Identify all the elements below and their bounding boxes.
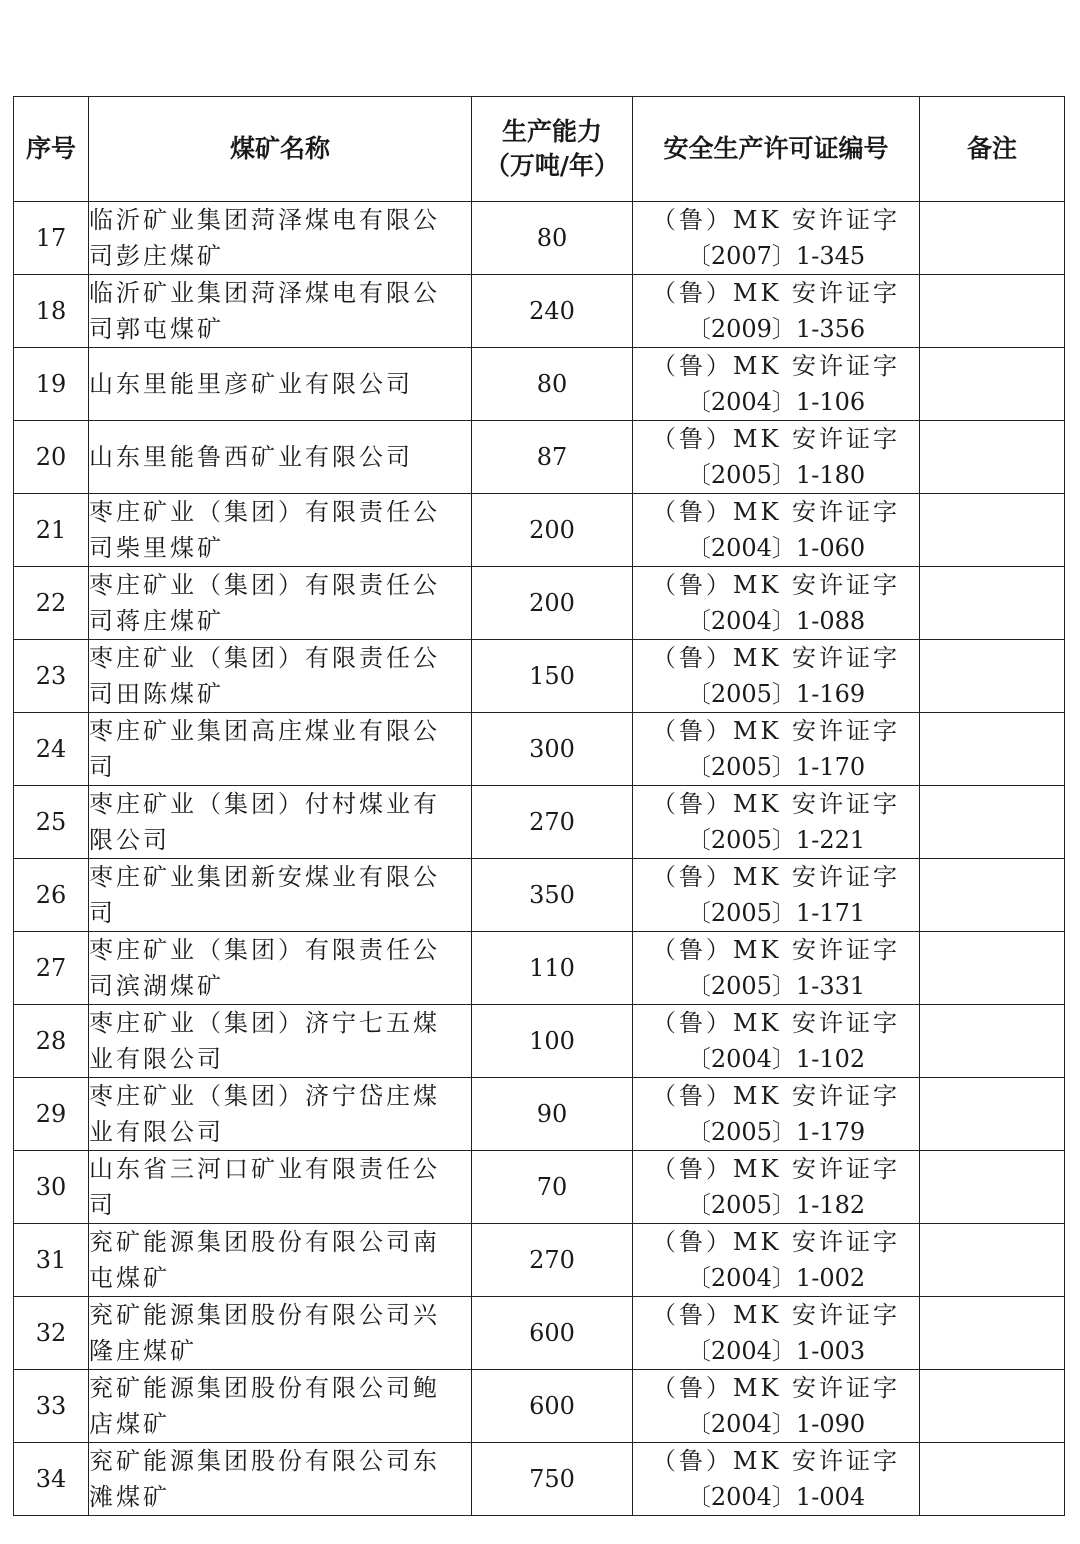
- cell-capacity: 600: [472, 1370, 633, 1443]
- mine-name-line2: 业有限公司: [89, 1045, 224, 1073]
- mine-name-line1: 枣庄矿业集团新安煤业有限公: [89, 863, 440, 891]
- cell-mine-name: [89, 1078, 472, 1151]
- cell-license-number: [633, 1443, 920, 1516]
- license-code: 〔2009〕1-356: [686, 315, 866, 343]
- mine-name-line2: 司田陈煤矿: [89, 680, 224, 708]
- license-code: 〔2005〕1-331: [686, 972, 866, 1000]
- cell-mine-name: [89, 421, 472, 494]
- table-row: [14, 202, 1065, 275]
- cell-mine-name: [89, 1005, 472, 1078]
- mine-name-line1: 枣庄矿业（集团）付村煤业有: [89, 790, 440, 818]
- mine-name-line1: 兖矿能源集团股份有限公司东: [89, 1447, 440, 1475]
- table-row: [14, 421, 1065, 494]
- table-body: [14, 202, 1065, 1516]
- cell-note: [920, 1151, 1065, 1224]
- license-prefix: （鲁）MK 安许证字: [651, 498, 901, 526]
- cell-capacity: 87: [472, 421, 633, 494]
- cell-license-number: [633, 348, 920, 421]
- mine-name-line1: 枣庄矿业集团高庄煤业有限公: [89, 717, 440, 745]
- license-code: 〔2004〕1-106: [686, 388, 866, 416]
- table-row: [14, 348, 1065, 421]
- cell-capacity: 240: [472, 275, 633, 348]
- license-prefix: （鲁）MK 安许证字: [651, 1301, 901, 1329]
- cell-seq: 22: [14, 567, 89, 640]
- cell-note: [920, 1005, 1065, 1078]
- mine-name-line2: 隆庄煤矿: [89, 1337, 197, 1365]
- cell-note: [920, 1224, 1065, 1297]
- cell-capacity: 750: [472, 1443, 633, 1516]
- cell-note: [920, 859, 1065, 932]
- mine-name-line2: 限公司: [89, 826, 170, 854]
- cell-note: [920, 1078, 1065, 1151]
- mine-name-line2: 业有限公司: [89, 1118, 224, 1146]
- mine-name-line1: 山东省三河口矿业有限责任公: [89, 1155, 440, 1183]
- cell-seq: 26: [14, 859, 89, 932]
- license-code: 〔2005〕1-171: [686, 899, 866, 927]
- license-prefix: （鲁）MK 安许证字: [651, 717, 901, 745]
- cell-seq: 21: [14, 494, 89, 567]
- license-code: 〔2005〕1-169: [686, 680, 866, 708]
- table-row: [14, 859, 1065, 932]
- header-row: [14, 97, 1065, 202]
- cell-seq: 28: [14, 1005, 89, 1078]
- table-row: [14, 1370, 1065, 1443]
- mine-name-line2: 司蒋庄煤矿: [89, 607, 224, 635]
- header-seq: 序号: [14, 97, 89, 202]
- header-note: 备注: [920, 97, 1065, 202]
- license-code: 〔2005〕1-170: [686, 753, 866, 781]
- license-code: 〔2005〕1-182: [686, 1191, 866, 1219]
- table-row: [14, 1151, 1065, 1224]
- cell-note: [920, 275, 1065, 348]
- cell-capacity: 200: [472, 494, 633, 567]
- table-row: [14, 1224, 1065, 1297]
- header-mine-name: 煤矿名称: [89, 97, 472, 202]
- table-row: [14, 1078, 1065, 1151]
- cell-capacity: 80: [472, 202, 633, 275]
- cell-note: [920, 932, 1065, 1005]
- cell-note: [920, 640, 1065, 713]
- cell-capacity: 80: [472, 348, 633, 421]
- header-capacity: [472, 97, 633, 202]
- mine-name-line2: 店煤矿: [89, 1410, 170, 1438]
- mine-name-line2: 司: [89, 1191, 116, 1219]
- cell-capacity: 300: [472, 713, 633, 786]
- cell-license-number: [633, 202, 920, 275]
- table-row: [14, 1443, 1065, 1516]
- license-code: 〔2004〕1-060: [686, 534, 866, 562]
- table-row: [14, 275, 1065, 348]
- license-code: 〔2004〕1-088: [686, 607, 866, 635]
- cell-seq: 34: [14, 1443, 89, 1516]
- cell-license-number: [633, 1370, 920, 1443]
- cell-capacity: 90: [472, 1078, 633, 1151]
- cell-capacity: 70: [472, 1151, 633, 1224]
- license-prefix: （鲁）MK 安许证字: [651, 352, 901, 380]
- cell-note: [920, 1443, 1065, 1516]
- cell-note: [920, 567, 1065, 640]
- license-code: 〔2005〕1-180: [686, 461, 866, 489]
- table-row: [14, 713, 1065, 786]
- cell-mine-name: [89, 275, 472, 348]
- license-code: 〔2005〕1-221: [686, 826, 866, 854]
- cell-license-number: [633, 1078, 920, 1151]
- mine-name-line1: 枣庄矿业（集团）济宁七五煤: [89, 1009, 440, 1037]
- cell-note: [920, 494, 1065, 567]
- cell-note: [920, 348, 1065, 421]
- mine-name-line1: 兖矿能源集团股份有限公司南: [89, 1228, 440, 1256]
- cell-seq: 23: [14, 640, 89, 713]
- mine-name-line2: 司: [89, 753, 116, 781]
- license-prefix: （鲁）MK 安许证字: [651, 1155, 901, 1183]
- license-prefix: （鲁）MK 安许证字: [651, 936, 901, 964]
- cell-seq: 30: [14, 1151, 89, 1224]
- mine-name-line1: 枣庄矿业（集团）济宁岱庄煤: [89, 1082, 440, 1110]
- mine-name-line1: 兖矿能源集团股份有限公司兴: [89, 1301, 440, 1329]
- cell-mine-name: [89, 1297, 472, 1370]
- license-code: 〔2004〕1-003: [686, 1337, 866, 1365]
- mine-name-line1: 临沂矿业集团菏泽煤电有限公: [89, 279, 440, 307]
- cell-seq: 25: [14, 786, 89, 859]
- mine-name-line2: 司滨湖煤矿: [89, 972, 224, 1000]
- cell-license-number: [633, 1151, 920, 1224]
- cell-license-number: [633, 421, 920, 494]
- mine-name-line1: 山东里能鲁西矿业有限公司: [89, 443, 413, 471]
- cell-capacity: 200: [472, 567, 633, 640]
- license-prefix: （鲁）MK 安许证字: [651, 279, 901, 307]
- cell-mine-name: [89, 1224, 472, 1297]
- cell-seq: 18: [14, 275, 89, 348]
- cell-seq: 17: [14, 202, 89, 275]
- cell-seq: 33: [14, 1370, 89, 1443]
- cell-capacity: 600: [472, 1297, 633, 1370]
- cell-seq: 20: [14, 421, 89, 494]
- cell-note: [920, 421, 1065, 494]
- cell-note: [920, 713, 1065, 786]
- table-row: [14, 494, 1065, 567]
- cell-mine-name: [89, 202, 472, 275]
- cell-license-number: [633, 859, 920, 932]
- mine-name-line1: 枣庄矿业（集团）有限责任公: [89, 936, 440, 964]
- table-row: [14, 640, 1065, 713]
- license-prefix: （鲁）MK 安许证字: [651, 1009, 901, 1037]
- cell-license-number: [633, 1297, 920, 1370]
- license-code: 〔2004〕1-002: [686, 1264, 866, 1292]
- mine-name-line1: 临沂矿业集团菏泽煤电有限公: [89, 206, 440, 234]
- license-prefix: （鲁）MK 安许证字: [651, 1228, 901, 1256]
- table-row: [14, 786, 1065, 859]
- license-prefix: （鲁）MK 安许证字: [651, 644, 901, 672]
- cell-note: [920, 1370, 1065, 1443]
- cell-license-number: [633, 567, 920, 640]
- cell-capacity: 350: [472, 859, 633, 932]
- cell-seq: 19: [14, 348, 89, 421]
- cell-license-number: [633, 275, 920, 348]
- table-row: [14, 1297, 1065, 1370]
- mine-name-line1: 兖矿能源集团股份有限公司鲍: [89, 1374, 440, 1402]
- cell-seq: 24: [14, 713, 89, 786]
- cell-mine-name: [89, 1443, 472, 1516]
- cell-mine-name: [89, 932, 472, 1005]
- cell-seq: 29: [14, 1078, 89, 1151]
- table-row: [14, 567, 1065, 640]
- header-license-number: 安全生产许可证编号: [633, 97, 920, 202]
- license-prefix: （鲁）MK 安许证字: [651, 425, 901, 453]
- cell-capacity: 150: [472, 640, 633, 713]
- cell-note: [920, 202, 1065, 275]
- cell-seq: 31: [14, 1224, 89, 1297]
- mine-name-line2: 司柴里煤矿: [89, 534, 224, 562]
- cell-mine-name: [89, 859, 472, 932]
- cell-mine-name: [89, 1151, 472, 1224]
- mine-name-line1: 枣庄矿业（集团）有限责任公: [89, 644, 440, 672]
- license-prefix: （鲁）MK 安许证字: [651, 1447, 901, 1475]
- cell-capacity: 100: [472, 1005, 633, 1078]
- mine-name-line1: 枣庄矿业（集团）有限责任公: [89, 498, 440, 526]
- cell-mine-name: [89, 786, 472, 859]
- cell-mine-name: [89, 640, 472, 713]
- coal-mine-table: [13, 96, 1065, 1516]
- table-header: [14, 97, 1065, 202]
- cell-seq: 32: [14, 1297, 89, 1370]
- table-row: [14, 1005, 1065, 1078]
- mine-name-line1: 枣庄矿业（集团）有限责任公: [89, 571, 440, 599]
- header-capacity-label: 生产能力: [501, 117, 602, 147]
- cell-mine-name: [89, 567, 472, 640]
- mine-name-line2: 司: [89, 899, 116, 927]
- cell-note: [920, 1297, 1065, 1370]
- cell-license-number: [633, 713, 920, 786]
- cell-capacity: 110: [472, 932, 633, 1005]
- mine-name-line2: 司郭屯煤矿: [89, 315, 224, 343]
- mine-name-line2: 屯煤矿: [89, 1264, 170, 1292]
- license-prefix: （鲁）MK 安许证字: [651, 1082, 901, 1110]
- cell-license-number: [633, 494, 920, 567]
- cell-mine-name: [89, 713, 472, 786]
- cell-license-number: [633, 786, 920, 859]
- cell-capacity: 270: [472, 786, 633, 859]
- cell-seq: 27: [14, 932, 89, 1005]
- license-prefix: （鲁）MK 安许证字: [651, 206, 901, 234]
- cell-note: [920, 786, 1065, 859]
- mine-name-line2: 滩煤矿: [89, 1483, 170, 1511]
- license-code: 〔2007〕1-345: [686, 242, 866, 270]
- license-code: 〔2004〕1-090: [686, 1410, 866, 1438]
- cell-mine-name: [89, 1370, 472, 1443]
- license-prefix: （鲁）MK 安许证字: [651, 790, 901, 818]
- mine-name-line2: 司彭庄煤矿: [89, 242, 224, 270]
- cell-capacity: 270: [472, 1224, 633, 1297]
- cell-license-number: [633, 932, 920, 1005]
- license-code: 〔2005〕1-179: [686, 1118, 866, 1146]
- license-code: 〔2004〕1-004: [686, 1483, 866, 1511]
- mine-name-line1: 山东里能里彦矿业有限公司: [89, 370, 413, 398]
- cell-license-number: [633, 1224, 920, 1297]
- table-row: [14, 932, 1065, 1005]
- cell-license-number: [633, 640, 920, 713]
- header-capacity-unit: （万吨/年）: [484, 151, 620, 180]
- cell-mine-name: [89, 494, 472, 567]
- license-prefix: （鲁）MK 安许证字: [651, 571, 901, 599]
- cell-license-number: [633, 1005, 920, 1078]
- license-code: 〔2004〕1-102: [686, 1045, 866, 1073]
- license-prefix: （鲁）MK 安许证字: [651, 1374, 901, 1402]
- license-prefix: （鲁）MK 安许证字: [651, 863, 901, 891]
- cell-mine-name: [89, 348, 472, 421]
